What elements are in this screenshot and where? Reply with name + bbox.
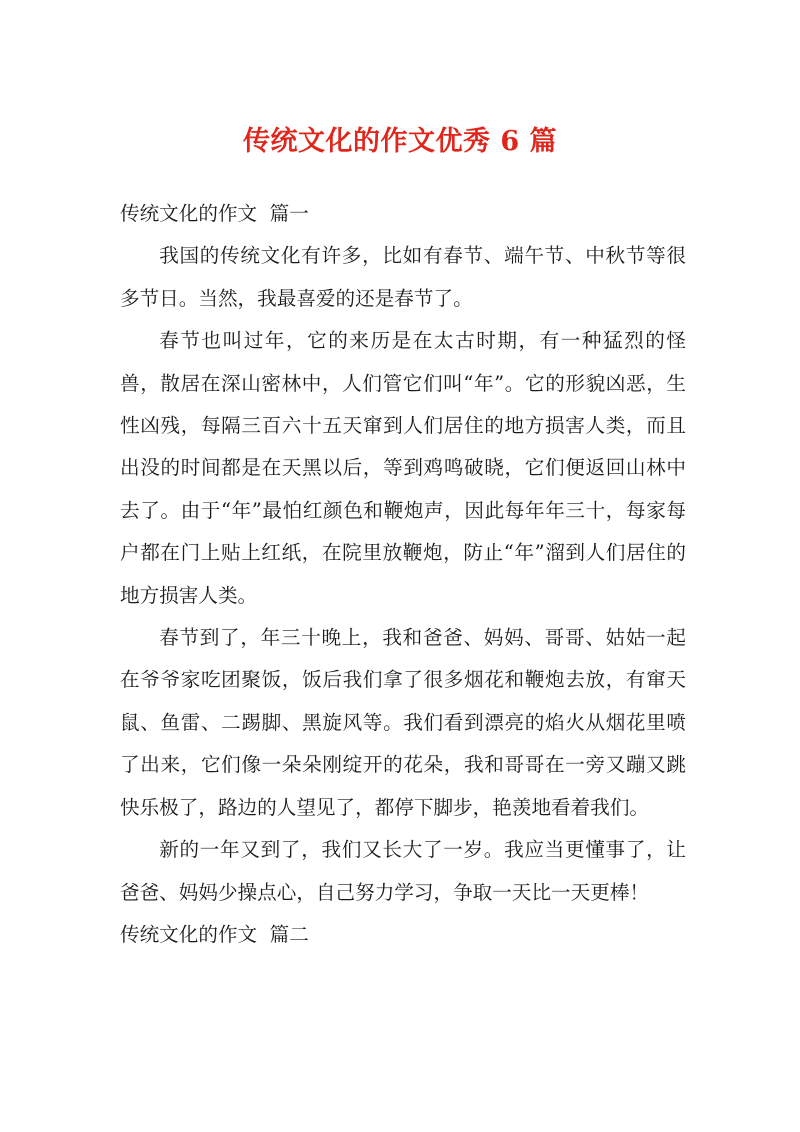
document-body	[120, 193, 686, 956]
section-heading-2: 传统文化的作文 篇二	[120, 922, 309, 946]
paragraph-3: 春节到了，年三十晚上，我和爸爸、妈妈、哥哥、姑姑一起在爷爷家吃团聚饭，饭后我们拿了很多烟花和鞭炮去放，有窜天鼠、鱼雷、二踢脚、黑旋风等。我们看到漂亮的焰火从烟花里喷了出来，它们像一朵朵刚绽开的花朵，我和哥哥在一旁又蹦又跳快乐极了，路边的人望见了，都停下脚步，艳羡地看着我们。	[120, 626, 686, 819]
paragraph-4: 新的一年又到了，我们又长大了一岁。我应当更懂事了，让爸爸、妈妈少操点心，自己努力学习，争取一天比一天更棒！	[120, 838, 686, 904]
paragraph-1: 我国的传统文化有许多，比如有春节、端午节、中秋节等很多节日。当然，我最喜爱的还是春节了。	[120, 244, 686, 310]
paragraph-2: 春节也叫过年，它的来历是在太古时期，有一种猛烈的怪兽，散居在深山密林中，人们管它们叫“年”。它的形貌凶恶，生性凶残，每隔三百六十五天窜到人们居住的地方损害人类，而且出没的时间都是在天黑以后，等到鸡鸣破晓，它们便返回山林中去了。由于“年”最怕红颜色和鞭炮声，因此每年年三十，每家每户都在门上贴上红纸，在院里放鞭炮，防止“年”溜到人们居住的地方损害人类。	[120, 329, 686, 607]
section-heading-1: 传统文化的作文 篇一	[120, 202, 309, 225]
document-title: 传统文化的作文优秀 6 篇	[242, 126, 558, 157]
